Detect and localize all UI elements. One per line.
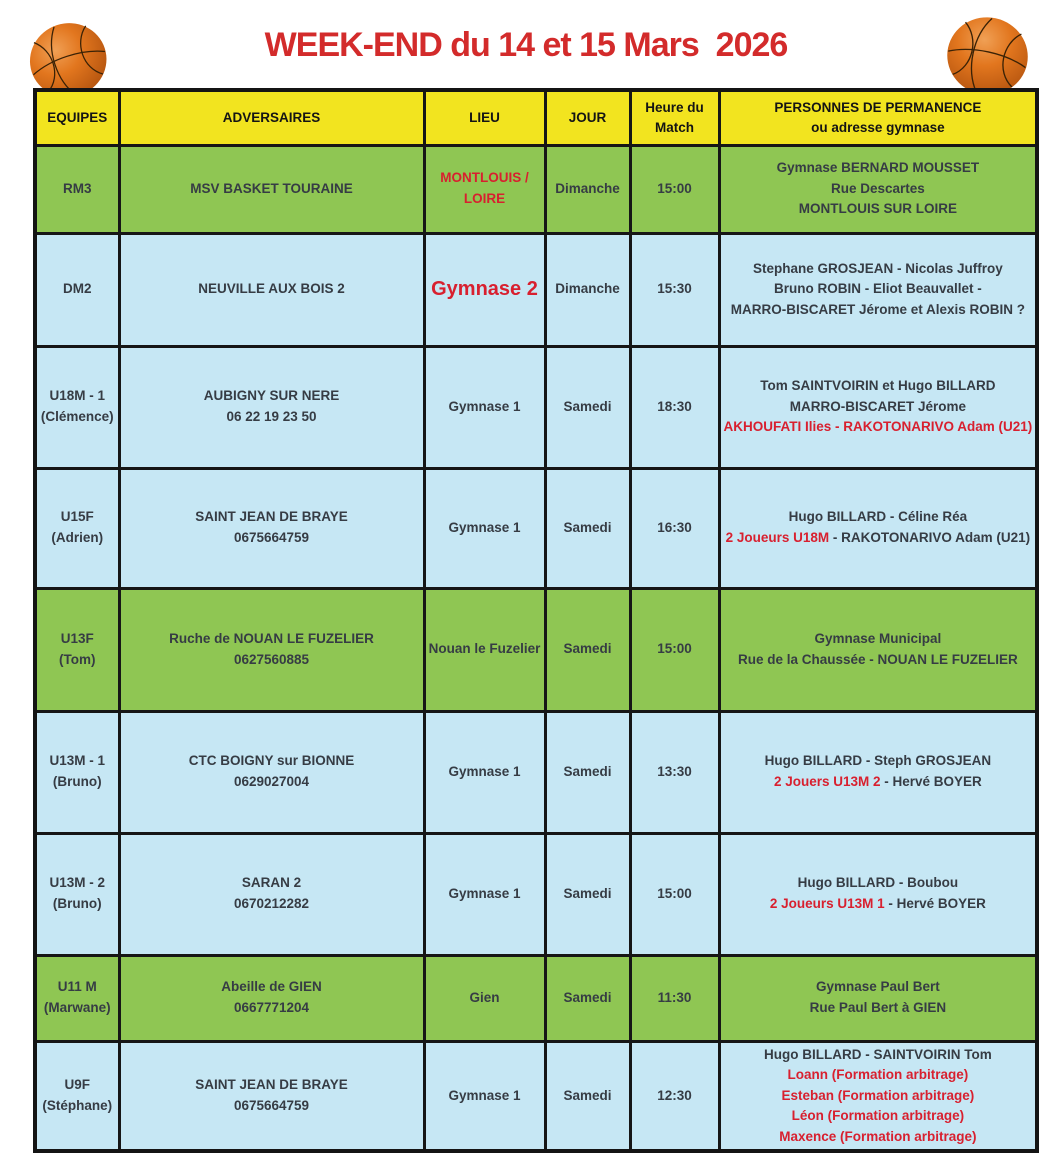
equipe-line: U13F: [60, 630, 94, 646]
adversaire-line: Abeille de GIEN: [221, 979, 322, 995]
permanence-line: [724, 279, 1033, 300]
cell-heure: 12:30: [630, 1041, 719, 1151]
page-title: WEEK-END du 14 et 15 Mars 2026: [264, 26, 788, 64]
table-row: [35, 346, 1037, 468]
cell-permanence: [719, 233, 1037, 346]
permanence-text: - Hervé BOYER: [880, 774, 982, 789]
cell-jour: Dimanche: [545, 145, 630, 233]
permanence-text: Hugo BILLARD - SAINTVOIRIN Tom: [764, 1046, 992, 1062]
equipe-line: U9F: [64, 1077, 90, 1093]
header-cell-lieu: [424, 90, 545, 145]
permanence-text: Hugo BILLARD - Céline Réa: [788, 509, 968, 525]
cell-jour: Dimanche: [545, 233, 630, 346]
cell-jour: Samedi: [545, 833, 630, 955]
header-label: ADVERSAIRES: [222, 109, 321, 125]
adversaire-line: Ruche de NOUAN LE FUZELIER: [169, 630, 374, 646]
header-row: [35, 90, 1037, 145]
permanence-text: Stephane GROSJEAN - Nicolas Juffroy: [752, 260, 1003, 276]
header-label: LIEU: [469, 109, 500, 125]
lieu-line: Gymnase 1: [448, 763, 521, 779]
cell-lieu: [424, 1041, 545, 1151]
schedule-table: [33, 88, 1039, 1153]
header-label: PERSONNES DE PERMANENCE: [774, 100, 982, 116]
permanence-text: Rue de la Chaussée - NOUAN LE FUZELIER: [737, 651, 1018, 667]
cell-equipe: [35, 145, 119, 233]
table-row: [35, 711, 1037, 833]
header-label: Heure du: [645, 100, 704, 116]
cell-equipe: [35, 711, 119, 833]
header-label: Match: [654, 119, 694, 135]
permanence-text: MONTLOUIS SUR LOIRE: [798, 201, 958, 217]
cell-heure: 13:30: [630, 711, 719, 833]
permanence-line: [724, 1086, 1033, 1107]
cell-heure: 15:00: [630, 145, 719, 233]
lieu-line: MONTLOUIS /: [440, 170, 529, 186]
cell-heure: 15:00: [630, 588, 719, 711]
equipe-line: U18M - 1: [49, 388, 106, 404]
equipe-line: (Clémence): [40, 409, 114, 424]
permanence-text: Gymnase Paul Bert: [815, 979, 940, 995]
permanence-text: - Hervé BOYER: [884, 896, 986, 911]
lieu-line: Gien: [469, 989, 500, 1005]
adversaire-line: MSV BASKET TOURAINE: [190, 180, 353, 196]
permanence-line: [724, 300, 1033, 321]
header-cell-equipes: [35, 90, 119, 145]
table-row: [35, 468, 1037, 588]
permanence-line: [724, 1106, 1033, 1127]
cell-lieu: [424, 711, 545, 833]
cell-jour: Samedi: [545, 711, 630, 833]
cell-lieu: [424, 588, 545, 711]
permanence-line: [724, 199, 1033, 220]
permanence-line: [724, 650, 1033, 671]
permanence-line: [724, 629, 1033, 650]
cell-jour: Samedi: [545, 468, 630, 588]
cell-heure: 18:30: [630, 346, 719, 468]
permanence-line: [724, 1127, 1033, 1148]
adversaire-line: 0675664759: [233, 530, 310, 545]
cell-equipe: [35, 468, 119, 588]
adversaire-line: SAINT JEAN DE BRAYE: [195, 509, 348, 525]
adversaire-line: 0627560885: [233, 651, 310, 667]
cell-lieu: [424, 233, 545, 346]
cell-adversaire: [119, 468, 424, 588]
lieu-line: Gymnase 1: [448, 1087, 521, 1103]
permanence-text: Bruno ROBIN - Eliot Beauvallet -: [774, 281, 982, 297]
cell-equipe: [35, 955, 119, 1041]
table-row: [35, 233, 1037, 346]
header-label: EQUIPES: [47, 109, 108, 125]
adversaire-line: AUBIGNY SUR NERE: [203, 388, 340, 404]
adversaire-line: 06 22 19 23 50: [226, 409, 317, 424]
lieu-line: Gymnase 1: [448, 519, 521, 535]
adversaire-line: 0675664759: [233, 1097, 310, 1113]
cell-lieu: [424, 145, 545, 233]
permanence-text: Loann (Formation arbitrage): [787, 1067, 969, 1083]
permanence-line: [724, 998, 1033, 1019]
equipe-line: U11 M: [57, 979, 97, 995]
lieu-line: Gymnase 2: [431, 278, 538, 301]
cell-lieu: [424, 468, 545, 588]
table-row: [35, 145, 1037, 233]
permanence-line: [724, 528, 1033, 549]
equipe-line: (Tom): [59, 651, 96, 667]
cell-adversaire: [119, 588, 424, 711]
lieu-line: Gymnase 1: [448, 398, 521, 414]
table-row: [35, 588, 1037, 711]
cell-adversaire: [119, 346, 424, 468]
cell-adversaire: [119, 833, 424, 955]
cell-lieu: [424, 833, 545, 955]
equipe-line: U13M - 2: [49, 875, 106, 891]
cell-lieu: [424, 955, 545, 1041]
permanence-line: [724, 397, 1033, 418]
cell-adversaire: [119, 233, 424, 346]
permanence-line: [724, 376, 1033, 397]
cell-lieu: [424, 346, 545, 468]
table-row: [35, 1041, 1037, 1151]
header-cell-adversaires: [119, 90, 424, 145]
cell-permanence: [719, 468, 1037, 588]
cell-permanence: [719, 955, 1037, 1041]
permanence-text: MARRO-BISCARET Jérome et Alexis ROBIN ?: [730, 301, 1026, 317]
permanence-line: [724, 259, 1033, 280]
cell-adversaire: [119, 711, 424, 833]
lieu-line: LOIRE: [463, 191, 506, 206]
cell-permanence: [719, 588, 1037, 711]
cell-heure: 15:30: [630, 233, 719, 346]
adversaire-line: SAINT JEAN DE BRAYE: [195, 1077, 348, 1093]
cell-adversaire: [119, 955, 424, 1041]
equipe-line: DM2: [62, 281, 92, 297]
adversaire-line: 0667771204: [233, 1000, 310, 1015]
cell-permanence: [719, 1041, 1037, 1151]
permanence-line: [724, 1065, 1033, 1086]
header-cell-jour: [545, 90, 630, 145]
equipe-line: (Adrien): [51, 530, 104, 545]
adversaire-line: 0629027004: [233, 774, 310, 789]
cell-equipe: [35, 1041, 119, 1151]
permanence-line: [724, 894, 1033, 915]
cell-permanence: [719, 711, 1037, 833]
cell-jour: Samedi: [545, 588, 630, 711]
permanence-text: AKHOUFATI Ilies - RAKOTONARIVO Adam (U21): [723, 419, 1033, 435]
adversaire-line: CTC BOIGNY sur BIONNE: [188, 753, 355, 769]
equipe-line: (Bruno): [52, 774, 102, 789]
equipe-line: RM3: [62, 180, 92, 196]
permanence-line: [724, 179, 1033, 200]
permanence-text: MARRO-BISCARET Jérome: [789, 398, 967, 414]
table-row: [35, 955, 1037, 1041]
header-cell-heure-du-match: [630, 90, 719, 145]
cell-heure: 16:30: [630, 468, 719, 588]
permanence-text: Maxence (Formation arbitrage): [779, 1128, 977, 1144]
cell-jour: Samedi: [545, 1041, 630, 1151]
permanence-text: Rue Paul Bert à GIEN: [809, 1000, 947, 1015]
cell-equipe: [35, 346, 119, 468]
permanence-line: [724, 158, 1033, 179]
equipe-line: (Marwane): [43, 1000, 111, 1015]
cell-equipe: [35, 588, 119, 711]
cell-equipe: [35, 233, 119, 346]
cell-adversaire: [119, 145, 424, 233]
cell-equipe: [35, 833, 119, 955]
cell-permanence: [719, 145, 1037, 233]
permanence-line: [724, 772, 1033, 793]
table-row: [35, 833, 1037, 955]
equipe-line: U13M - 1: [49, 753, 106, 769]
equipe-line: U15F: [60, 509, 94, 525]
adversaire-line: 0670212282: [233, 896, 310, 911]
permanence-line: [724, 417, 1033, 438]
permanence-text: Gymnase BERNARD MOUSSET: [776, 160, 980, 176]
permanence-text: 2 Joueurs U13M 1: [769, 896, 885, 911]
permanence-text: Hugo BILLARD - Boubou: [797, 875, 959, 891]
permanence-text: Léon (Formation arbitrage): [791, 1108, 965, 1124]
permanence-text: 2 Joueurs U18M: [725, 530, 830, 545]
lieu-line: Gymnase 1: [448, 885, 521, 901]
permanence-text: Tom SAINTVOIRIN et Hugo BILLARD: [760, 378, 996, 394]
permanence-line: [724, 977, 1033, 998]
permanence-text: - RAKOTONARIVO Adam (U21): [829, 530, 1031, 545]
permanence-line: [724, 1045, 1033, 1066]
permanence-line: [724, 873, 1033, 894]
permanence-text: Esteban (Formation arbitrage): [781, 1087, 975, 1103]
cell-jour: Samedi: [545, 955, 630, 1041]
cell-permanence: [719, 833, 1037, 955]
permanence-text: Hugo BILLARD - Steph GROSJEAN: [764, 753, 992, 769]
cell-permanence: [719, 346, 1037, 468]
equipe-line: (Bruno): [52, 896, 102, 911]
equipe-line: (Stéphane): [42, 1097, 113, 1113]
cell-adversaire: [119, 1041, 424, 1151]
header-cell-personnes-de-permanence: [719, 90, 1037, 145]
permanence-text: Rue Descartes: [830, 180, 925, 196]
adversaire-line: SARAN 2: [241, 875, 302, 891]
permanence-line: [724, 751, 1033, 772]
permanence-text: 2 Jouers U13M 2: [773, 774, 881, 789]
header-label: JOUR: [568, 109, 607, 125]
permanence-text: Gymnase Municipal: [814, 630, 942, 646]
lieu-line: Nouan le Fuzelier: [428, 641, 541, 657]
adversaire-line: NEUVILLE AUX BOIS 2: [198, 281, 345, 297]
cell-heure: 11:30: [630, 955, 719, 1041]
cell-jour: Samedi: [545, 346, 630, 468]
cell-heure: 15:00: [630, 833, 719, 955]
permanence-line: [724, 507, 1033, 528]
header-label: ou adresse gymnase: [811, 119, 945, 135]
